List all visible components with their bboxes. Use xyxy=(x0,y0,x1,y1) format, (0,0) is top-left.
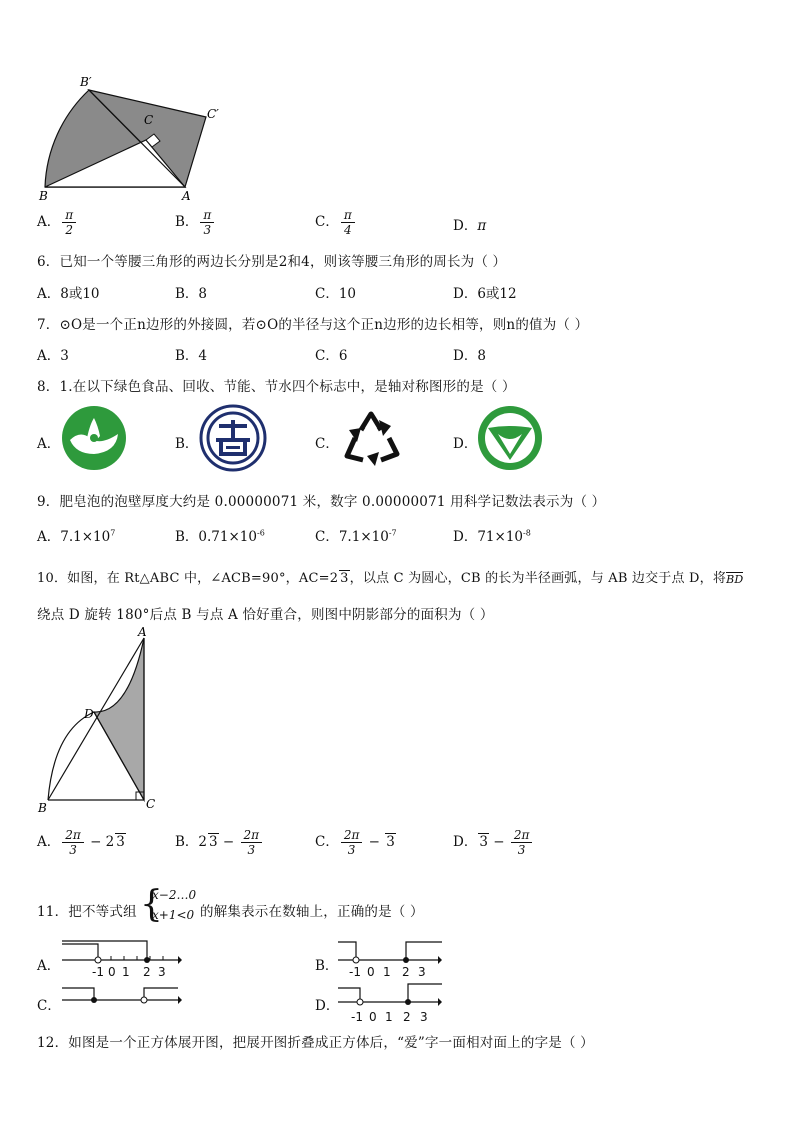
q5-figure xyxy=(36,72,236,204)
fraction xyxy=(62,208,76,237)
numerator: 2π xyxy=(511,828,533,843)
option-exponent: -6 xyxy=(256,528,265,538)
option-letter: A． xyxy=(37,214,61,230)
q10-stem-line1 xyxy=(37,567,743,586)
q9-option-d[interactable] xyxy=(453,525,531,545)
q8-option-b-label[interactable]: B． xyxy=(175,436,199,452)
q11-numberline-b xyxy=(338,940,442,980)
tick-label: 2 xyxy=(143,965,151,979)
tick-label: 0 xyxy=(108,965,116,979)
q6-option-b[interactable]: B．8 xyxy=(175,286,208,302)
system-line2: x+1<0 xyxy=(152,908,195,922)
q9-option-c[interactable] xyxy=(315,525,397,545)
q8-option-a-label[interactable]: A． xyxy=(37,436,61,452)
tick-label: 0 xyxy=(367,965,375,979)
q5-label-a: A xyxy=(182,189,191,203)
option-exponent: -8 xyxy=(523,528,531,538)
denominator: 4 xyxy=(343,223,352,237)
numerator: π xyxy=(341,208,355,223)
q10-stem-part2: ，以点 C 为圆心，CB 的长为半径画弧，与 AB 边交于点 D，将 xyxy=(349,571,727,586)
q10-label-a: A xyxy=(138,626,147,639)
q11-stem-prefix: 11．把不等式组 xyxy=(37,904,137,920)
numerator: π xyxy=(62,208,76,223)
q11-option-b-label[interactable]: B． xyxy=(315,958,339,974)
q10-option-c[interactable]: C． $\frac{2\pi}{3}$ − 3 xyxy=(315,828,395,857)
denominator: 3 xyxy=(247,843,256,857)
fraction xyxy=(241,828,263,857)
option-letter: A． xyxy=(37,529,61,545)
denominator: 2 xyxy=(65,223,74,237)
tick-label: 3 xyxy=(420,1010,428,1024)
q5-label-c: C xyxy=(144,113,154,127)
denominator: 3 xyxy=(203,223,212,237)
tick-label: 2 xyxy=(402,965,410,979)
numerator: π xyxy=(200,208,214,223)
q10-label-d: D xyxy=(84,707,94,721)
q10-shaded-region xyxy=(94,638,144,800)
q5-option-a[interactable] xyxy=(37,208,78,237)
arc-bd-symbol: BD xyxy=(726,573,744,586)
option-text: π xyxy=(477,218,487,234)
q10-option-b[interactable]: B．2 3 − $\frac{2\pi}{3}$ xyxy=(175,828,264,857)
tick-label: 2 xyxy=(403,1010,411,1024)
option-letter: D． xyxy=(453,218,478,234)
option-base: 71×10 xyxy=(477,529,523,545)
q7-option-d[interactable]: D．8 xyxy=(453,348,486,364)
q11-numberline-d xyxy=(338,982,442,1026)
q10-label-c: C xyxy=(146,797,156,811)
q9-option-b[interactable] xyxy=(175,525,265,545)
green-food-logo-icon xyxy=(60,404,128,472)
q5-label-cprime: C′ xyxy=(207,107,219,121)
numerator: 2π xyxy=(241,828,263,843)
denominator: 3 xyxy=(69,843,77,857)
brace: { xyxy=(140,884,163,925)
q7-option-b[interactable]: B．4 xyxy=(175,348,208,364)
tick-label: -1 xyxy=(349,965,361,979)
numerator: 2π xyxy=(62,828,84,843)
sqrt-value: 3 xyxy=(340,571,349,586)
q5-option-c[interactable] xyxy=(315,208,357,237)
option-base: 7.1×10 xyxy=(60,529,111,545)
q6-stem: 6．已知一个等腰三角形的两边长分别是2和4，则该等腰三角形的周长为（ ） xyxy=(37,254,507,270)
tick-label: 0 xyxy=(369,1010,377,1024)
denominator: 3 xyxy=(517,843,526,857)
q12-stem: 12．如图是一个正方体展开图，把展开图折叠成正方体后，“爱”字一面相对面上的字是（ ） xyxy=(37,1035,594,1051)
q11-option-a-label[interactable]: A． xyxy=(37,958,61,974)
option-letter: C． xyxy=(315,834,339,850)
q11-numberline-a xyxy=(62,940,182,980)
q5-option-b[interactable] xyxy=(175,208,216,237)
recycle-emblem-icon xyxy=(199,404,267,472)
option-base: 0.71×10 xyxy=(198,529,257,545)
tick-label: 1 xyxy=(383,965,391,979)
q8-option-d-label[interactable]: D． xyxy=(453,436,478,452)
option-letter: C． xyxy=(315,529,339,545)
tick-label: 3 xyxy=(158,965,166,979)
water-saving-logo-icon xyxy=(476,404,544,472)
option-letter: B． xyxy=(175,529,199,545)
q10-option-a[interactable]: A． $\frac{2\pi}{3}$ − 2 3 xyxy=(37,828,125,857)
fraction xyxy=(62,828,84,857)
q7-option-c[interactable]: C．6 xyxy=(315,348,348,364)
q5-option-d[interactable] xyxy=(453,214,486,234)
fraction xyxy=(511,828,533,857)
tick-label: -1 xyxy=(92,965,104,979)
tick-label: 1 xyxy=(122,965,130,979)
q6-option-d[interactable]: D．6或12 xyxy=(453,286,517,302)
q10-label-b: B xyxy=(38,801,47,815)
option-letter: D． xyxy=(453,834,478,850)
q11-option-c-label[interactable]: C． xyxy=(37,998,61,1014)
option-letter: C． xyxy=(315,214,339,230)
q5-label-b: B xyxy=(39,189,48,203)
q7-option-a[interactable]: A．3 xyxy=(37,348,69,364)
option-base: 7.1×10 xyxy=(338,529,389,545)
q10-figure xyxy=(36,626,166,816)
tick-label: -1 xyxy=(351,1010,363,1024)
system-line1: x−2…0 xyxy=(152,888,197,902)
tick-label: 3 xyxy=(418,965,426,979)
q5-label-bprime: B′ xyxy=(80,75,92,89)
q10-stem-line2: 绕点 D 旋转 180°后点 B 与点 A 恰好重合，则图中阴影部分的面积为（ ） xyxy=(37,607,494,623)
tick-label: 1 xyxy=(385,1010,393,1024)
numerator: 2π xyxy=(341,828,363,843)
fraction xyxy=(200,208,214,237)
q10-stem-part1: 10．如图，在 Rt△ABC 中，∠ACB=90°，AC=2 xyxy=(37,571,339,586)
q11-stem-suffix: 的解集表示在数轴上，正确的是（ ） xyxy=(200,904,424,920)
option-letter: D． xyxy=(453,529,478,545)
q11-numberline-c xyxy=(62,984,182,1024)
q6-option-a[interactable]: A．8或10 xyxy=(37,286,100,302)
q8-stem: 8．1.在以下绿色食品、回收、节能、节水四个标志中，是轴对称图形的是（ ） xyxy=(37,379,516,395)
q11-option-d-label[interactable]: D． xyxy=(315,998,340,1014)
option-exponent: 7 xyxy=(110,528,116,538)
option-letter: B． xyxy=(175,834,199,850)
q10-option-d[interactable]: D． 3 − $\frac{2\pi}{3}$ xyxy=(453,828,534,857)
q7-stem: 7．⊙O是一个正n边形的外接圆，若⊙O的半径与这个正n边形的边长相等，则n的值为（ ） xyxy=(37,317,589,333)
denominator: 3 xyxy=(347,843,356,857)
option-exponent: -7 xyxy=(388,528,397,538)
q9-option-a[interactable] xyxy=(37,525,115,545)
q6-option-c[interactable]: C．10 xyxy=(315,286,357,302)
q8-option-c-label[interactable]: C． xyxy=(315,436,339,452)
q11-system xyxy=(152,885,196,925)
recycling-arrows-icon xyxy=(339,406,405,472)
option-letter: B． xyxy=(175,214,199,230)
fraction xyxy=(341,208,355,237)
option-letter: A． xyxy=(37,834,61,850)
q9-stem: 9．肥皂泡的泡壁厚度大约是 0.00000071 米，数字 0.00000071 用科学记数法表示为（ ） xyxy=(37,494,606,510)
fraction xyxy=(341,828,363,857)
